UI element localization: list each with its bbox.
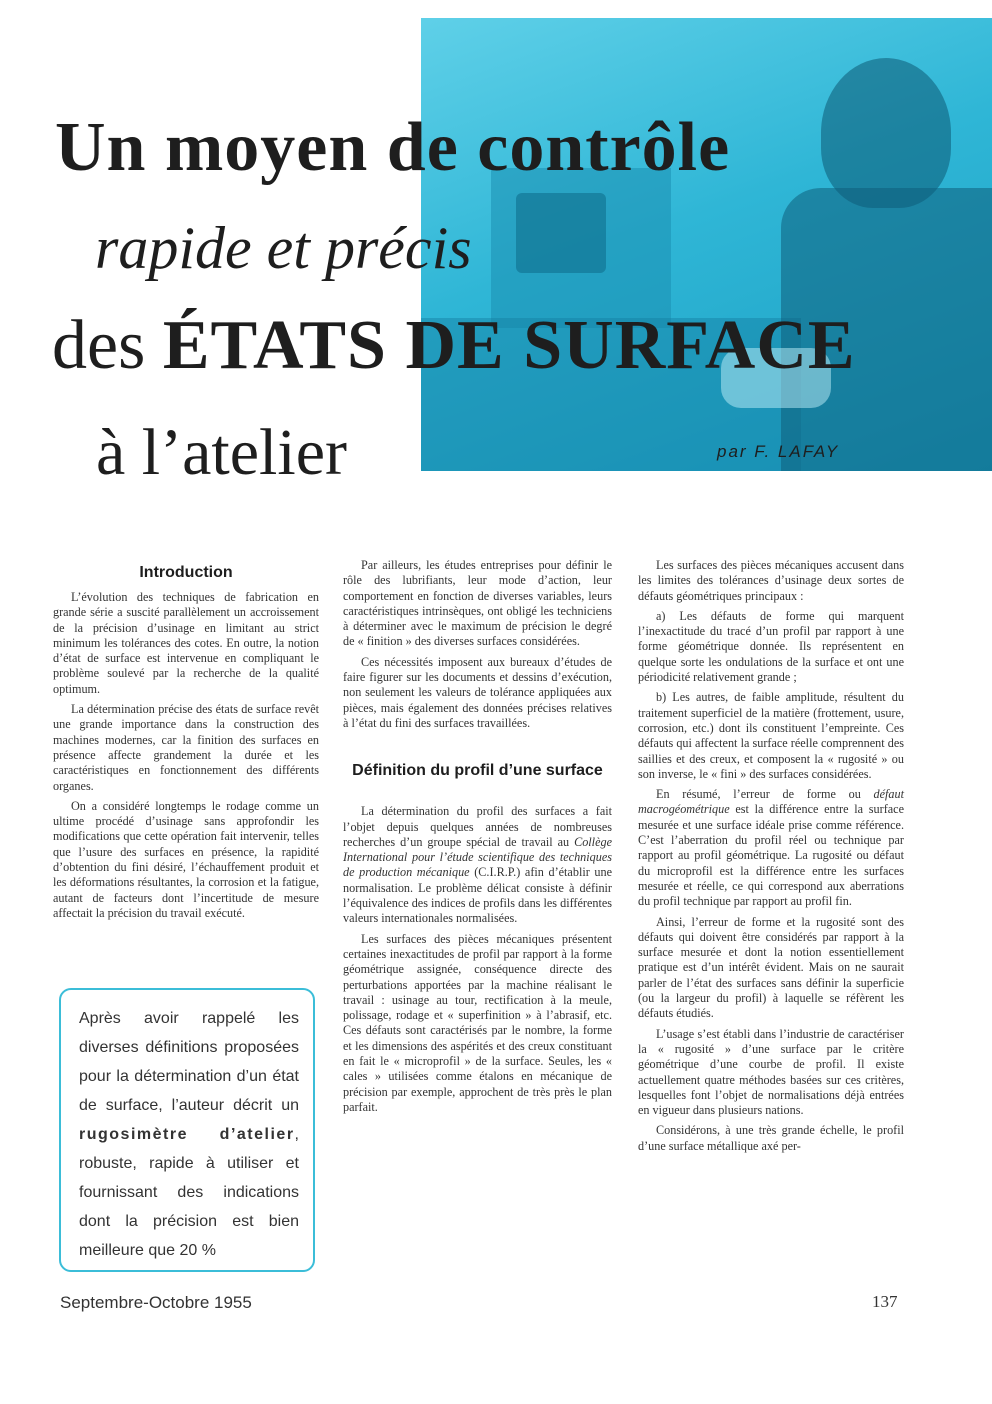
- author-byline: par F. LAFAY: [717, 442, 840, 461]
- person-head-shape: [821, 58, 951, 208]
- paragraph: [343, 804, 612, 926]
- title-line-3: [52, 306, 856, 386]
- paragraph: Les surfaces des pièces mécaniques présentent certaines inexactitudes de profil par rapport à la forme géométrique assignée, conséquence directe des perturbations apportées par la machine réalisant le travail : usinage au tour, rectification à la meule, polissage, rodage et « superfinition » à l’abrasif, etc. Ces défauts sont caractérisés par le nombre, la forme et les dimensions des aspérités et des creux constituant en fait le « microprofil » de la surface. Seules, les « cales » utilisées comme étalons en mécanique de précision par exemple, approchent de très près le plan parfait.: [343, 931, 612, 1114]
- paragraph: Les surfaces des pièces mécaniques accusent dans les limites des tolérances d’usinage deux sortes de défauts géométriques principaux :: [638, 558, 904, 603]
- title-line-3-bold: ÉTATS DE SURFACE: [162, 307, 856, 384]
- title-line-2: rapide et précis: [95, 215, 472, 281]
- definition-heading: Définition du profil d’une surface: [352, 762, 603, 780]
- summary-bold: rugosimètre d’atelier: [79, 1126, 295, 1143]
- summary-text-2: , robuste, rapide à utiliser et fournissant des indications dont la précision est bien meilleure que 20 %: [79, 1126, 299, 1259]
- paragraph: Considérons, à une très grande échelle, le profil d’une surface métallique axé per-: [638, 1123, 904, 1153]
- paragraph-text: est la différence entre la surface mesurée et une surface idéale prise comme référence. C’est l’aberration du profil réel ou technique par rapport au profil géométrique. La rugosité ou défaut du microprofil est la différence entre les surfaces mesurée et réelle, ce qui correspond aux aberrations du profil technique par rapport au profil fin.: [638, 802, 904, 909]
- paragraph: Ainsi, l’erreur de forme et la rugosité sont des défauts qui doivent être considérés par rapport à la surface mesurée et dont la notion essentiellement pratique est d’un intérêt évident. Mais on ne saurait parler de l’état des surfaces sans définir la superficie (ou la largeur du profil) à laquelle se réfèrent les défauts étudiés.: [638, 914, 904, 1021]
- summary-box: [59, 988, 315, 1272]
- paragraph-italic: Collège International pour l’étude scientifique des techniques de production mécanique: [343, 834, 612, 880]
- paragraph: Par ailleurs, les études entreprises pour définir le rôle des lubrifiants, leur mode d’action, leur comportement en fonction de diverses variables, leurs caractéristiques intrinsèques, ont obligé les techniciens à déterminer avec le maximum de précision le degré de « finition » des diverses surfaces considérées.: [343, 558, 612, 649]
- screen-shape: [516, 193, 606, 273]
- paragraph-text: En résumé, l’erreur de forme ou: [656, 787, 874, 802]
- paragraph: L’évolution des techniques de fabrication en grande série a suscité parallèlement un accroissement de la précision d’usinage en limitant au strict minimum les tolérances des cotes. En outre, la notion d’état de surface est intervenue en compliquant le problème soulevé par la recherche de la qualité optimum.: [53, 590, 319, 696]
- paragraph-italic: défaut macrogéométrique: [638, 787, 904, 817]
- paragraph: b) Les autres, de faible amplitude, résultent du traitement superficiel de la matière (frottement, usure, corrosion, etc.) dont ils constituent l’empreinte. Ces défauts qui affectent la surface réelle comprennent des saillies et des creux, et composent la « rugosité » ou son inverse, le « fini » des surfaces considérées.: [638, 690, 904, 781]
- paragraph: [638, 787, 904, 909]
- column-3: [638, 558, 904, 1159]
- intro-heading: Introduction: [139, 564, 233, 581]
- paragraph: On a considéré longtemps le rodage comme un ultime procédé d’usinage sans approfondir les modifications que cette opération fait intervenir, telles que l’usure des surfaces en présence, la rapidité d’obtention du fini désiré, l’échauffement produit et les déformations résultantes, la corrosion et la fatigue, autant de facteurs dont l’incertitude de mesure affectait la précision du travail exécuté.: [53, 798, 319, 920]
- paragraph-text: La détermination du profil des surfaces a fait l’objet depuis quelques années de nombreuses recherches d’un groupe spécial de travail au: [343, 804, 612, 849]
- paragraph: Ces nécessités imposent aux bureaux d’études de faire figurer sur les documents et dessins d’exécution, non seulement les valeurs de tolérance appliquées aux pièces, mais également des données précises relatives à l’état du fini des surfaces travaillées.: [343, 654, 612, 730]
- title-line-1: Un moyen de contrôle: [55, 109, 731, 186]
- title-line-4: à l’atelier: [96, 416, 347, 489]
- column-2: [343, 558, 612, 1120]
- page-number: 137: [872, 1292, 898, 1311]
- title-line-3-prefix: des: [52, 307, 146, 384]
- paragraph-text: (C.I.R.P.) afin d’établir une normalisation. Le problème délicat consiste à définir l’équivalence des indices de profils dans les différentes valeurs internationales normalisées.: [343, 865, 612, 926]
- paragraph: a) Les défauts de forme qui marquent l’inexactitude du tracé d’un profil par rapport à une forme géométrique donnée. Ils représentent en quelque sorte les ondulations de la surface et ont une périodicité relativement grande ;: [638, 608, 904, 685]
- column-1: [53, 590, 319, 926]
- paragraph: La détermination précise des états de surface revêt une grande importance dans la construction des machines modernes, car la finition des surfaces en présence affecte grandement la durée et les caractéristiques en fonctionnement des différents organes.: [53, 702, 319, 793]
- footer-date: Septembre-Octobre 1955: [60, 1293, 252, 1312]
- header-photo: [421, 18, 992, 471]
- paragraph: L’usage s’est établi dans l’industrie de caractériser la « rugosité » d’une surface par le critère géométrique d’une courbe de profil. Il existe actuellement quatre méthodes basées sur ces critères, lesquelles font l’objet de normalisations déjà entrées en vigueur dans plusieurs nations.: [638, 1026, 904, 1118]
- summary-text-1: Après avoir rappelé les diverses définitions proposées pour la détermination d’un état de surface, l’auteur décrit un: [79, 1010, 299, 1114]
